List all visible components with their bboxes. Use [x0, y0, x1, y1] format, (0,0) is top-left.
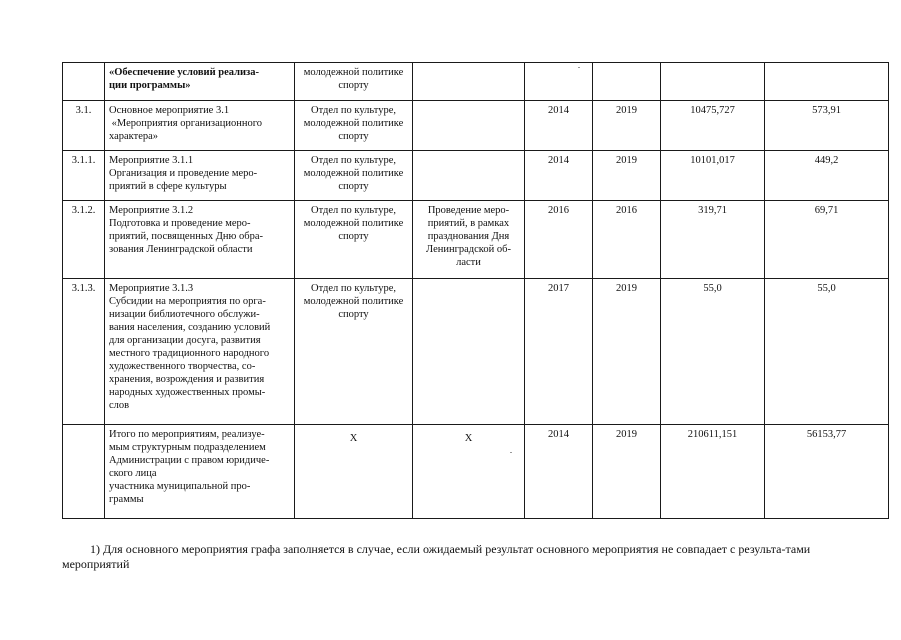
expected-result-cell: [413, 101, 525, 151]
cell-text-line: спорту: [338, 80, 369, 91]
cell-text-line: характера»: [109, 131, 159, 142]
amount-local-cell: 573,91: [765, 101, 889, 151]
cell-text-line: ласти: [456, 257, 481, 268]
activity-title-cell: [105, 151, 295, 201]
end-year-cell: 2019: [593, 279, 661, 425]
scan-speck: [510, 452, 512, 453]
activity-title-cell: [105, 201, 295, 279]
cell-text-line: Мероприятие 3.1.1: [109, 155, 194, 166]
row-number-cell: [63, 425, 105, 519]
cell-text-line: приятий, в рамках: [427, 218, 510, 229]
amount-total-cell: 319,71: [661, 201, 765, 279]
cell-text-line: для организации досуга, развития: [109, 335, 261, 346]
cell-text-line: зования Ленинградской области: [109, 244, 253, 255]
footnote: 1) Для основного мероприятия графа заполняется в случае, если ожидаемый результат основного мероприятия не совпадает с результа-тами мероприятий: [62, 542, 811, 571]
expected-result-cell: [413, 279, 525, 425]
expected-result-cell: [413, 425, 525, 519]
cell-text-line: Проведение меро-: [427, 205, 510, 216]
cell-text-line: Администрации с правом юридиче-: [109, 455, 270, 466]
table-row: [63, 101, 889, 151]
cell-text-line: приятий, посвященных Дню обра-: [109, 231, 263, 242]
table-row: [63, 151, 889, 201]
cell-text-line: молодежной политике: [303, 118, 404, 129]
amount-local-cell: 56153,77: [765, 425, 889, 519]
cell-text-line: «Обеспечение условий реализа-: [109, 67, 260, 78]
row-number-cell: 3.1.3.: [63, 279, 105, 425]
cell-text-line: вания населения, созданию условий: [109, 322, 271, 333]
activities-table: [62, 62, 889, 519]
expected-result-cell: [413, 201, 525, 279]
cell-text-line: Отдел по культуре,: [311, 155, 396, 166]
cell-text-line: Отдел по культуре,: [311, 205, 396, 216]
amount-total-cell: 210611,151: [661, 425, 765, 519]
row-number-cell: [63, 63, 105, 101]
activity-title-cell: [105, 279, 295, 425]
start-year-cell: [525, 63, 593, 101]
cell-text-line: Итого по мероприятиям, реализуе-: [109, 429, 265, 440]
cell-text-line: Мероприятие 3.1.3: [109, 283, 194, 294]
cell-text-line: слов: [109, 400, 130, 411]
cell-text-line: «Мероприятия организационного: [109, 118, 262, 129]
executor-cell: [295, 279, 413, 425]
row-number-cell: 3.1.1.: [63, 151, 105, 201]
cell-text-line: низации библиотечного обслужи-: [109, 309, 260, 320]
cell-text-line: Х: [464, 433, 473, 444]
cell-text-line: хранения, возрождения и развития: [109, 374, 265, 385]
cell-text-line: приятий в сфере культуры: [109, 181, 227, 192]
cell-text-line: спорту: [338, 131, 369, 142]
cell-text-line: празднования Дня: [427, 231, 510, 242]
row-number-cell: 3.1.2.: [63, 201, 105, 279]
amount-local-cell: 55,0: [765, 279, 889, 425]
cell-text-line: молодежной политике: [303, 168, 404, 179]
cell-text-line: Организация и проведение меро-: [109, 168, 258, 179]
cell-text-line: Х: [349, 433, 358, 444]
table-row: [63, 201, 889, 279]
cell-text-line: молодежной политике: [303, 296, 404, 307]
cell-text-line: Отдел по культуре,: [311, 283, 396, 294]
end-year-cell: 2019: [593, 425, 661, 519]
cell-text-line: спорту: [338, 309, 369, 320]
cell-text-line: граммы: [109, 494, 144, 505]
table-row: [63, 425, 889, 519]
cell-text-line: Отдел по культуре,: [311, 105, 396, 116]
expected-result-cell: [413, 63, 525, 101]
end-year-cell: [593, 63, 661, 101]
cell-text-line: Субсидии на мероприятия по орга-: [109, 296, 266, 307]
amount-total-cell: 10475,727: [661, 101, 765, 151]
start-year-cell: 2014: [525, 101, 593, 151]
cell-text-line: народных художественных промы-: [109, 387, 266, 398]
expected-result-cell: [413, 151, 525, 201]
amount-total-cell: [661, 63, 765, 101]
cell-text-line: спорту: [338, 181, 369, 192]
table-body: [63, 63, 889, 519]
cell-text-line: Основное мероприятие 3.1: [109, 105, 230, 116]
cell-text-line: Мероприятие 3.1.2: [109, 205, 194, 216]
table-row: [63, 279, 889, 425]
start-year-cell: 2014: [525, 151, 593, 201]
cell-text-line: мым структурным подразделением: [109, 442, 266, 453]
cell-text-line: Подготовка и проведение меро-: [109, 218, 251, 229]
scan-speck: [578, 67, 580, 68]
table-row: [63, 63, 889, 101]
cell-text-line: ского лица: [109, 468, 157, 479]
executor-cell: [295, 151, 413, 201]
start-year-cell: 2016: [525, 201, 593, 279]
cell-text-line: Ленинградской об-: [426, 244, 511, 255]
cell-text-line: художественного творчества, со-: [109, 361, 256, 372]
cell-text-line: ции программы»: [109, 80, 191, 91]
amount-local-cell: [765, 63, 889, 101]
amount-total-cell: 55,0: [661, 279, 765, 425]
end-year-cell: 2016: [593, 201, 661, 279]
amount-local-cell: 69,71: [765, 201, 889, 279]
cell-text-line: спорту: [338, 231, 369, 242]
executor-cell: [295, 63, 413, 101]
end-year-cell: 2019: [593, 101, 661, 151]
activity-title-cell: [105, 425, 295, 519]
cell-text-line: участника муниципальной про-: [109, 481, 251, 492]
start-year-cell: 2017: [525, 279, 593, 425]
activity-title-cell: [105, 101, 295, 151]
executor-cell: [295, 425, 413, 519]
cell-text-line: молодежной политике: [303, 67, 404, 78]
activity-title-cell: [105, 63, 295, 101]
row-number-cell: 3.1.: [63, 101, 105, 151]
cell-text-line: местного традиционного народного: [109, 348, 270, 359]
end-year-cell: 2019: [593, 151, 661, 201]
amount-total-cell: 10101,017: [661, 151, 765, 201]
executor-cell: [295, 101, 413, 151]
executor-cell: [295, 201, 413, 279]
start-year-cell: 2014: [525, 425, 593, 519]
amount-local-cell: 449,2: [765, 151, 889, 201]
cell-text-line: молодежной политике: [303, 218, 404, 229]
